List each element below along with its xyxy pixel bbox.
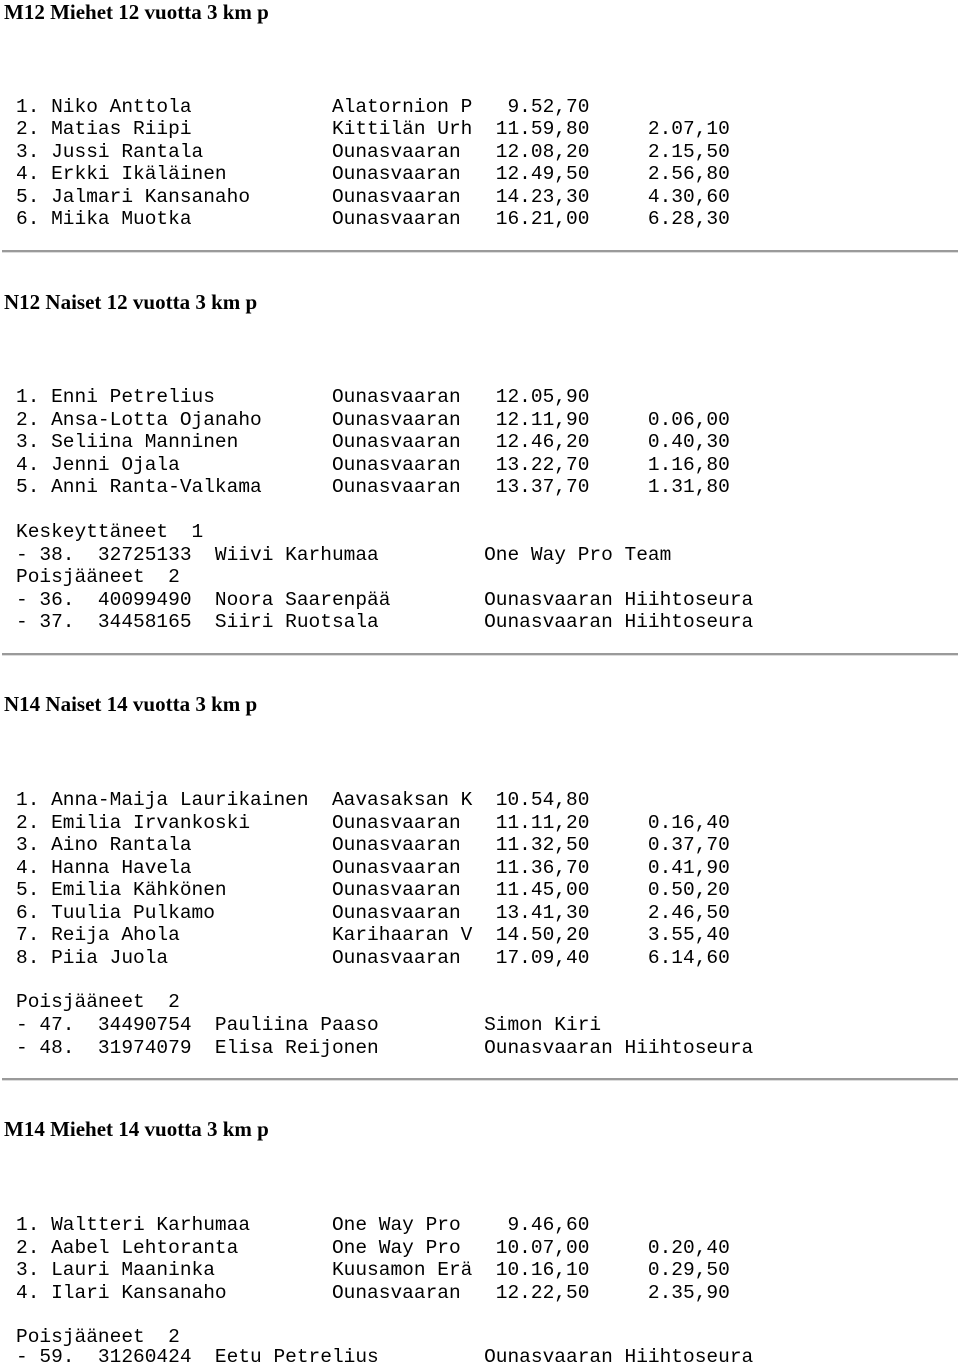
result-row: 1. Waltteri Karhumaa One Way Pro 9.46,60 [16, 1214, 590, 1236]
result-row: 8. Piia Juola Ounasvaaran 17.09,40 6.14,60 [16, 947, 730, 969]
result-row: 2. Emilia Irvankoski Ounasvaaran 11.11,20 0.16,40 [16, 812, 730, 834]
status-label: Keskeyttäneet 1 [16, 521, 204, 543]
result-row: 4. Ilari Kansanaho Ounasvaaran 12.22,50 2.35,90 [16, 1282, 730, 1304]
result-row: 2. Matias Riipi Kittilän Urh 11.59,80 2.07,10 [16, 118, 730, 140]
result-row: 4. Erkki Ikäläinen Ounasvaaran 12.49,50 2.56,80 [16, 163, 730, 185]
result-row: 3. Aino Rantala Ounasvaaran 11.32,50 0.37,70 [16, 834, 730, 856]
status-row: - 38. 32725133 Wiivi Karhumaa One Way Pro Team [16, 544, 672, 566]
section-heading: M14 Miehet 14 vuotta 3 km p [4, 1117, 269, 1141]
status-row: - 47. 34490754 Pauliina Paaso Simon Kiri [16, 1014, 602, 1036]
result-row: 1. Niko Anttola Alatornion P 9.52,70 [16, 96, 590, 118]
result-row: 2. Ansa-Lotta Ojanaho Ounasvaaran 12.11,90 0.06,00 [16, 409, 730, 431]
status-row: - 48. 31974079 Elisa Reijonen Ounasvaaran Hiihtoseura [16, 1037, 754, 1059]
result-row: 3. Seliina Manninen Ounasvaaran 12.46,20 0.40,30 [16, 431, 730, 453]
section-divider [2, 250, 958, 253]
status-label: Poisjääneet 2 [16, 566, 180, 588]
status-label: Poisjääneet 2 [16, 991, 180, 1013]
status-row: - 59. 31260424 Eetu Petrelius Ounasvaaran Hiihtoseura [16, 1346, 754, 1368]
status-label: Poisjääneet 2 [16, 1326, 180, 1348]
result-row: 3. Lauri Maaninka Kuusamon Erä 10.16,10 0.29,50 [16, 1259, 730, 1281]
status-row: - 37. 34458165 Siiri Ruotsala Ounasvaaran Hiihtoseura [16, 611, 754, 633]
section-heading: M12 Miehet 12 vuotta 3 km p [4, 0, 269, 24]
section-heading: N12 Naiset 12 vuotta 3 km p [4, 290, 258, 314]
result-row: 4. Hanna Havela Ounasvaaran 11.36,70 0.41,90 [16, 857, 730, 879]
section-divider [2, 1078, 958, 1081]
result-row: 5. Anni Ranta-Valkama Ounasvaaran 13.37,70 1.31,80 [16, 476, 730, 498]
result-row: 6. Miika Muotka Ounasvaaran 16.21,00 6.28,30 [16, 208, 730, 230]
section-heading: N14 Naiset 14 vuotta 3 km p [4, 692, 258, 716]
section-divider [2, 653, 958, 656]
result-row: 4. Jenni Ojala Ounasvaaran 13.22,70 1.16,80 [16, 454, 730, 476]
result-row: 2. Aabel Lehtoranta One Way Pro 10.07,00 0.20,40 [16, 1237, 730, 1259]
result-row: 5. Jalmari Kansanaho Ounasvaaran 14.23,30 4.30,60 [16, 186, 730, 208]
status-row: - 36. 40099490 Noora Saarenpää Ounasvaaran Hiihtoseura [16, 589, 754, 611]
result-row: 1. Anna-Maija Laurikainen Aavasaksan K 10.54,80 [16, 789, 590, 811]
result-row: 5. Emilia Kähkönen Ounasvaaran 11.45,00 0.50,20 [16, 879, 730, 901]
result-row: 1. Enni Petrelius Ounasvaaran 12.05,90 [16, 386, 590, 408]
result-row: 7. Reija Ahola Karihaaran V 14.50,20 3.55,40 [16, 924, 730, 946]
result-row: 6. Tuulia Pulkamo Ounasvaaran 13.41,30 2.46,50 [16, 902, 730, 924]
result-row: 3. Jussi Rantala Ounasvaaran 12.08,20 2.15,50 [16, 141, 730, 163]
